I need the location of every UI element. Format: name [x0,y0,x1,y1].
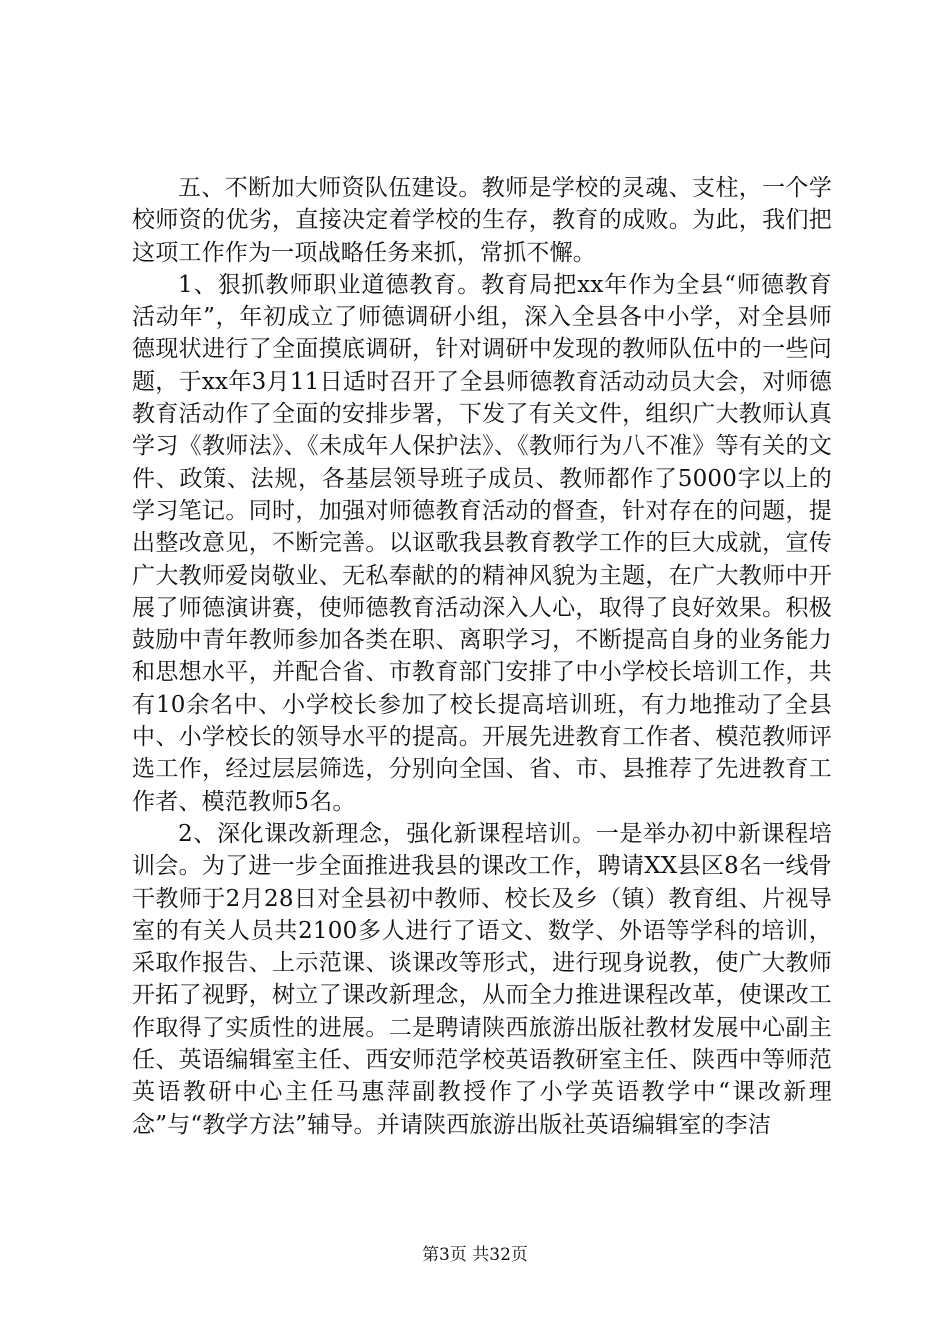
paragraph-section-five: 五、不断加大师资队伍建设。教师是学校的灵魂、支柱，一个学校师资的优劣，直接决定着学校的生存，教育的成败。为此，我们把这项工作作为一项战略任务来抓，常抓不懈。 [132,175,832,266]
document-body [132,172,832,1141]
paragraph-item-two: 2、深化课改新理念，强化新课程培训。一是举办初中新课程培训会。为了进一步全面推进我县的课改工作，聘请XX县区8名一线骨干教师于2月28日对全县初中教师、校长及乡（镇）教育组、片视导室的有关人员共2100多人进行了语文、数学、外语等学科的培训，采取作报告、上示范课、谈课改等形式，进行现身说教，使广大教师开拓了视野，树立了课改新理念，从而全力推进课程改革，使课改工作取得了实质性的进展。二是聘请陕西旅游出版社教材发展中心副主任、英语编辑室主任、西安师范学校英语教研室主任、陕西中等师范英语教研中心主任马惠萍副教授作了小学英语教学中“课改新理念”与“教学方法”辅导。并请陕西旅游出版社英语编辑室的李洁 [132,820,832,1138]
paragraph-item-one: 1、狠抓教师职业道德教育。教育局把xx年作为全县“师德教育活动年”，年初成立了师德调研小组，深入全县各中小学，对全县师德现状进行了全面摸底调研，针对调研中发现的教师队伍中的一些问题，于xx年3月11日适时召开了全县师德教育活动动员大会，对师德教育活动作了全面的安排步署，下发了有关文件，组织广大教师认真学习《教师法》、《未成年人保护法》、《教师行为八不准》等有关的文件、政策、法规，各基层领导班子成员、教师都作了5000字以上的学习笔记。同时，加强对师德教育活动的督查，针对存在的问题，提出整改意见，不断完善。以讴歌我县教育教学工作的巨大成就，宣传广大教师爱岗敬业、无私奉献的的精神风貌为主题，在广大教师中开展了师德演讲赛，使师德教育活动深入人心，取得了良好效果。积极鼓励中青年教师参加各类在职、离职学习，不断提高自身的业务能力和思想水平，并配合省、市教育部门安排了中小学校长培训工作，共有10余名中、小学校长参加了校长提高培训班，有力地推动了全县中、小学校长的领导水平的提高。开展先进教育工作者、模范教师评选工作，经过层层筛选，分别向全国、省、市、县推荐了先进教育工作者、模范教师5名。 [132,271,832,815]
page-footer [0,1244,950,1266]
page-number-label: 第3页 共32页 [422,1245,528,1265]
